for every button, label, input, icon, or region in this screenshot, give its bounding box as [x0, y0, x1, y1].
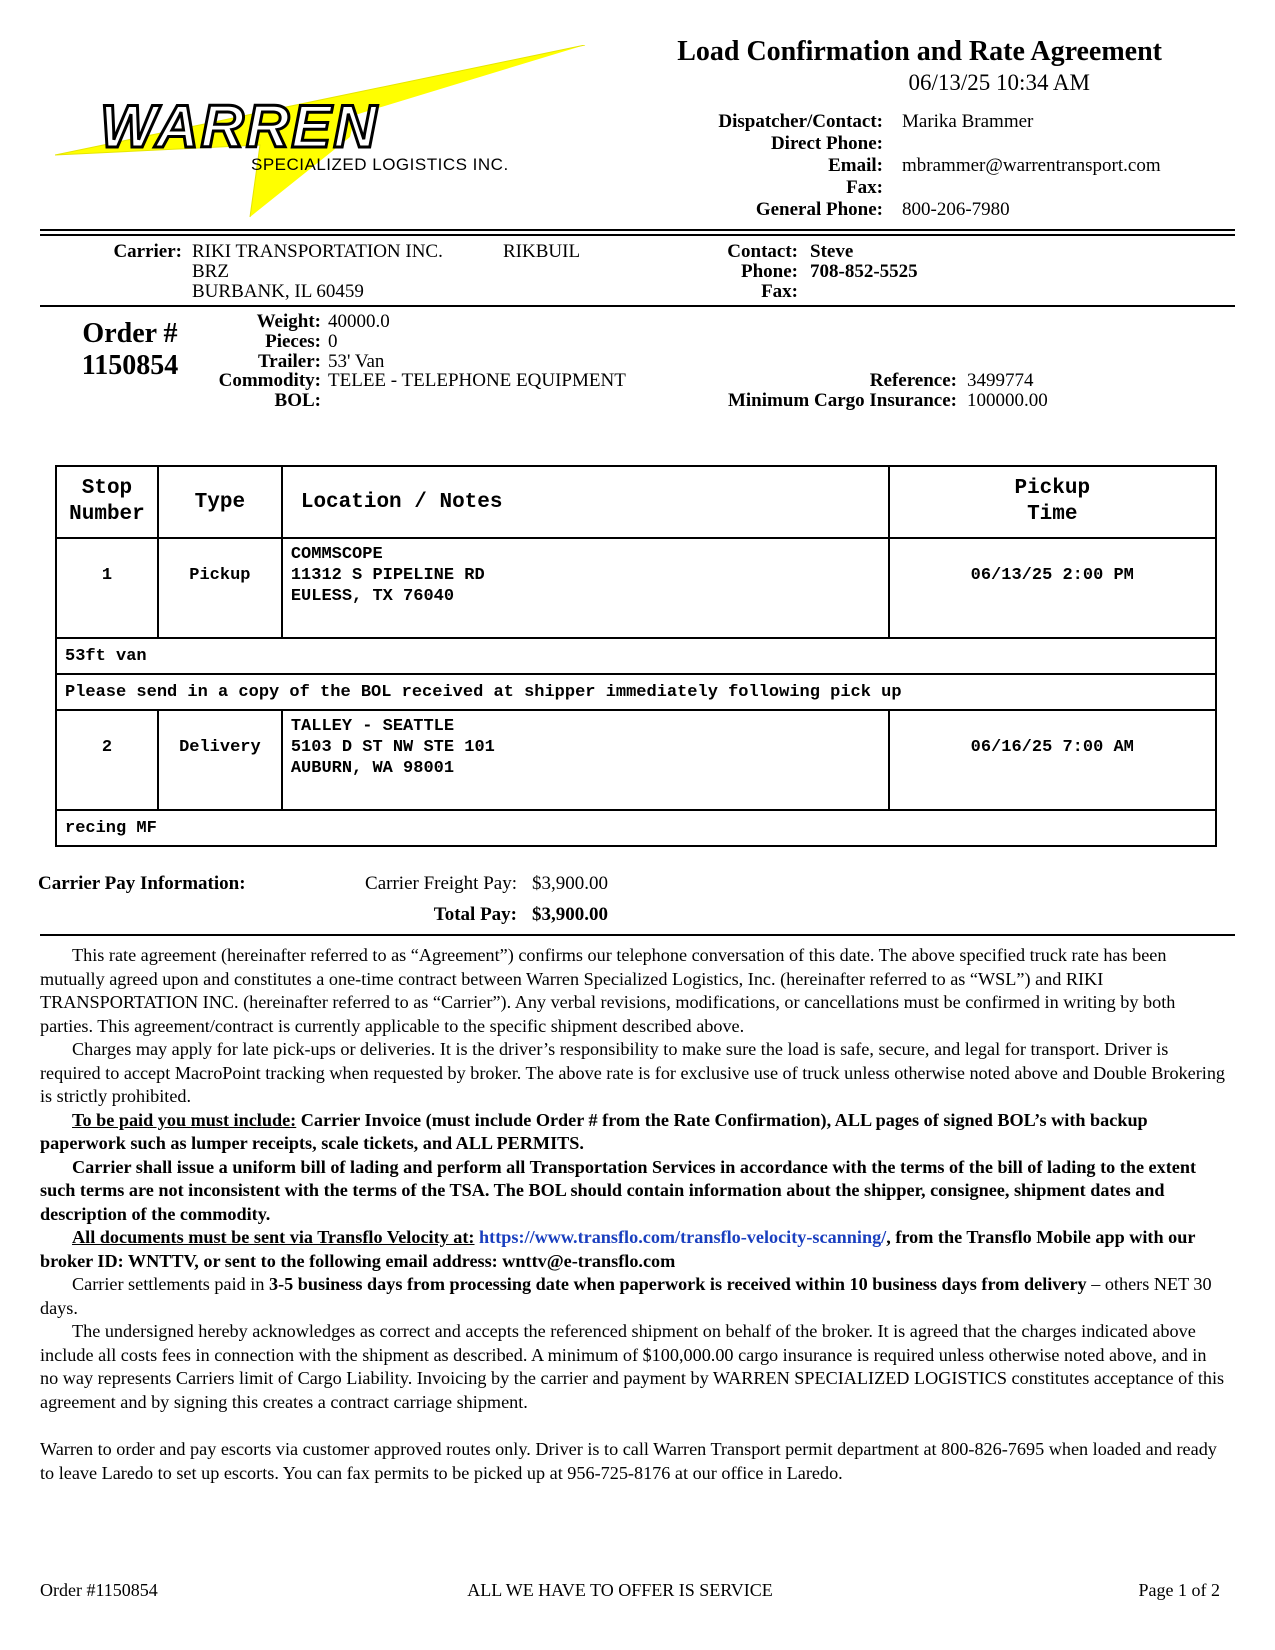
carrier-phone-value: 708-852-5525	[810, 261, 918, 282]
terms-emphasis: To be paid you must include:	[72, 1109, 297, 1130]
stop-note	[56, 810, 1216, 846]
carrier-address-line2: BRZ	[192, 261, 229, 282]
total-pay-label: Total Pay:	[433, 904, 517, 925]
page-title: Load Confirmation and Rate Agreement	[677, 36, 1162, 67]
terms-text: Carrier Invoice (must include Order # from the Rate Confirmation), ALL pages of signed BOL’s with backup paperwork such as lumper receipts, scale tickets, and ALL PERMITS.	[40, 1109, 1148, 1153]
stop-time: 06/13/25 2:00 PM	[970, 566, 1134, 585]
stop-time-cell	[889, 710, 1216, 810]
footer-slogan: ALL WE HAVE TO OFFER IS SERVICE	[467, 1580, 773, 1600]
stop-note	[56, 674, 1216, 710]
pieces-value: 0	[328, 331, 338, 352]
stop-number: 1	[101, 566, 113, 585]
table-row	[56, 538, 1216, 638]
header-text: Number	[69, 503, 145, 526]
note-text: 53ft van	[65, 647, 147, 666]
terms-paragraph: The undersigned hereby acknowledges as correct and accepts the referenced shipment on behalf of the broker. It is agreed that the charges indicated above include all costs fees in connection with the shipment as described. A minimum of $100,000.00 cargo insurance is required unless otherwise noted above, and in no way represents Carriers limit of Cargo Liability. Invoicing by the carrier and payment by WARREN SPECIALIZED LOGISTICS constitutes acceptance of this agreement and by signing this creates a contract carriage shipment.	[40, 1321, 1225, 1412]
pay-info-label: Carrier Pay Information:	[38, 873, 246, 894]
stop-time: 06/16/25 7:00 AM	[970, 738, 1134, 757]
footer-order: Order #1150854	[40, 1580, 158, 1600]
stop-time-cell	[889, 538, 1216, 638]
header-text: Time	[1027, 503, 1078, 526]
carrier-label: Carrier:	[113, 241, 182, 262]
trailer-label: Trailer:	[258, 351, 321, 372]
pieces-label: Pieces:	[265, 331, 321, 352]
header-text: Pickup	[1014, 477, 1091, 500]
stop-location-cell	[282, 538, 889, 638]
freight-pay-value: $3,900.00	[532, 873, 608, 894]
company-logo	[55, 45, 615, 220]
note-text: recing MF	[65, 819, 157, 838]
column-header-pickup-time	[889, 466, 1216, 538]
terms-paragraph: Charges may apply for late pick-ups or deliveries. It is the driver’s responsibility to make sure the load is safe, secure, and legal for transport. Driver is required to accept MacroPoint tracking when requested by broker. The above rate is for exclusive use of truck unless otherwise noted above and Double Brokering is strictly prohibited.	[40, 1039, 1226, 1106]
divider	[40, 934, 1235, 936]
insurance-label: Minimum Cargo Insurance:	[727, 390, 957, 411]
table-note-row	[56, 638, 1216, 674]
email-value[interactable]: mbrammer@warrentransport.com	[902, 155, 1161, 176]
table-row	[56, 710, 1216, 810]
terms-emphasis: All documents must be sent via Transflo Velocity at:	[72, 1227, 475, 1247]
location-line: COMMSCOPE	[290, 545, 383, 564]
transflo-link[interactable]: https://www.transflo.com/transflo-velocity-scanning/	[479, 1227, 887, 1247]
general-phone-label: General Phone:	[755, 199, 883, 220]
terms-paragraph	[40, 1273, 1228, 1320]
terms-paragraph: Warren to order and pay escorts via customer approved routes only. Driver is to call Warren Transport permit department at 800-826-7695 when loaded and ready to leave Laredo to set up escorts. You can fax permits to be picked up at 956-725-8176 at our office in Laredo.	[40, 1439, 1217, 1483]
email-label: Email:	[828, 155, 883, 176]
header-text: Stop	[81, 477, 133, 500]
terms-emphasis: 3-5 business days from processing date when paperwork is received within 10 business days from delivery	[268, 1274, 1087, 1294]
reference-label: Reference:	[869, 370, 957, 391]
carrier-address-line3: BURBANK, IL 60459	[192, 281, 364, 302]
stop-number-cell	[56, 710, 158, 810]
divider	[40, 234, 1235, 236]
fax-label: Fax:	[846, 177, 883, 198]
total-pay-value: $3,900.00	[532, 904, 608, 925]
carrier-code: RIKBUIL	[503, 241, 581, 262]
terms-paragraph: This rate agreement (hereinafter referred to as “Agreement”) confirms our telephone conversation of this date. The above specified truck rate has been mutually agreed upon and constitutes a one-time contract between Warren Specialized Logistics, Inc. (hereinafter referred to as “WSL”) and RIKI TRANSPORTATION INC. (hereinafter referred to as “Carrier”). Any verbal revisions, modifications, or cancellations must be confirmed in writing by both parties. This agreement/contract is currently applicable to the specific shipment described above.	[40, 945, 1176, 1036]
stop-number: 2	[101, 738, 113, 757]
location-line: AUBURN, WA 98001	[290, 759, 455, 778]
stop-number-cell	[56, 538, 158, 638]
order-number: 1150854	[81, 350, 179, 381]
column-header-location: Location / Notes	[282, 466, 889, 538]
stop-note	[56, 638, 1216, 674]
dispatcher-value: Marika Brammer	[902, 111, 1034, 132]
document-datetime: 06/13/25 10:34 AM	[908, 70, 1090, 95]
commodity-value: TELEE - TELEPHONE EQUIPMENT	[328, 370, 626, 391]
divider	[40, 305, 1235, 307]
stop-type: Pickup	[189, 566, 251, 585]
table-note-row	[56, 810, 1216, 846]
table-note-row	[56, 674, 1216, 710]
weight-value: 40000.0	[328, 311, 390, 332]
note-text: Please send in a copy of the BOL received at shipper immediately following pick up	[65, 683, 902, 702]
terms-paragraph	[40, 1226, 1228, 1273]
carrier-phone-label: Phone:	[741, 261, 798, 282]
carrier-name: RIKI TRANSPORTATION INC.	[192, 241, 443, 262]
table-header-row	[56, 466, 1216, 538]
reference-value: 3499774	[967, 370, 1034, 391]
general-phone-value: 800-206-7980	[902, 199, 1010, 220]
terms-paragraph	[40, 1109, 1228, 1156]
stop-type-cell	[158, 710, 282, 810]
carrier-contact-value: Steve	[810, 241, 854, 262]
terms-body	[40, 944, 1228, 1485]
insurance-value: 100000.00	[967, 390, 1048, 411]
dispatcher-label: Dispatcher/Contact:	[718, 111, 883, 132]
location-line: 5103 D ST NW STE 101	[290, 738, 495, 757]
bol-label: BOL:	[274, 390, 321, 411]
terms-text: , from the Transflo Mobile app with our broker ID: WNTTV, or sent to the following email address: wnttv@e-transflo.com	[40, 1227, 1196, 1271]
stop-location-cell	[282, 710, 889, 810]
terms-text: – others NET 30 days.	[40, 1274, 1212, 1318]
stop-type-cell	[158, 538, 282, 638]
logo-wordmark: WARREN	[100, 93, 379, 160]
logo-subtitle: SPECIALIZED LOGISTICS INC.	[251, 155, 509, 174]
location-line: TALLEY - SEATTLE	[290, 717, 455, 736]
location-line: 11312 S PIPELINE RD	[290, 566, 485, 585]
divider	[40, 229, 1235, 231]
carrier-fax-label: Fax:	[761, 281, 798, 302]
carrier-contact-label: Contact:	[727, 241, 798, 262]
column-header-stop-number	[56, 466, 158, 538]
trailer-value: 53' Van	[328, 351, 385, 372]
weight-label: Weight:	[256, 311, 321, 332]
stops-table	[55, 465, 1217, 847]
footer-page-number: Page 1 of 2	[1138, 1580, 1220, 1600]
terms-text: Carrier settlements paid in	[72, 1274, 269, 1294]
commodity-label: Commodity:	[218, 370, 321, 391]
direct-phone-label: Direct Phone:	[770, 133, 883, 154]
column-header-type: Type	[158, 466, 282, 538]
order-label: Order #	[82, 318, 178, 349]
location-line: EULESS, TX 76040	[290, 587, 455, 606]
stop-type: Delivery	[179, 738, 261, 757]
freight-pay-label: Carrier Freight Pay:	[365, 873, 517, 894]
terms-paragraph: Carrier shall issue a uniform bill of lading and perform all Transportation Services in accordance with the terms of the bill of lading to the extent such terms are not inconsistent with the terms of the TSA. The BOL should contain information about the shipper, consignee, shipment dates and description of the commodity.	[40, 1156, 1197, 1224]
